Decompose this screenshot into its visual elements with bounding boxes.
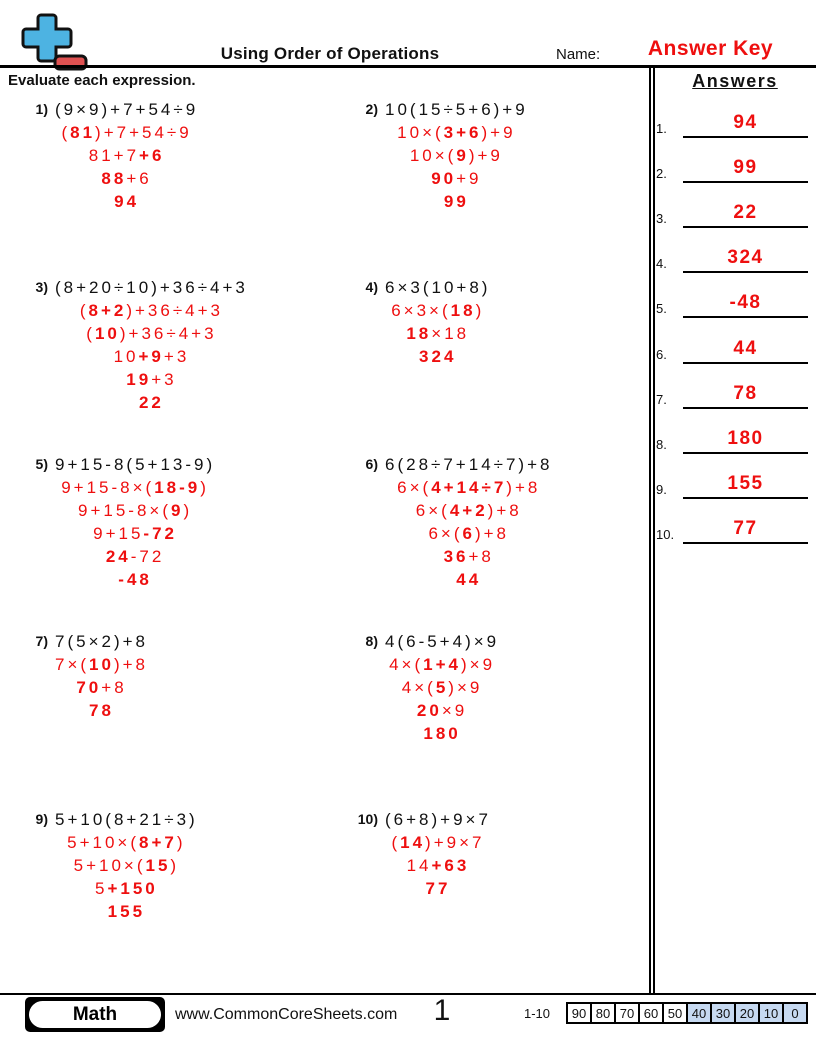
problem-expression: 6(28÷7+14÷7)+8	[385, 455, 553, 474]
solution-step: (8+2)+36÷4+3	[79, 301, 224, 320]
answer-value: 44	[683, 338, 808, 364]
solution-step: 81+7+6	[88, 146, 165, 165]
problem-expression: (8+20÷10)+36÷4+3	[55, 278, 248, 297]
problem	[14, 630, 148, 722]
solution-step: 10×(3+6)+9	[397, 123, 516, 142]
problem-number: 4)	[365, 279, 378, 295]
answer-key-text: Answer Key	[647, 37, 774, 60]
solution-step: 99	[443, 192, 469, 211]
solution-step: 77	[425, 879, 451, 898]
problem	[344, 630, 499, 745]
name-label: Name:	[556, 46, 601, 63]
subject-label: Math	[29, 1001, 161, 1028]
problem-work	[385, 453, 552, 591]
problem-expression: 7(5×2)+8	[55, 632, 148, 651]
solution-step: 44	[456, 570, 482, 589]
solution-step: 10+9+3	[113, 347, 190, 366]
score-cell: 60	[638, 1002, 664, 1024]
score-range-label: 1-10	[524, 1006, 551, 1021]
problem-work	[55, 808, 198, 923]
problem	[344, 276, 490, 368]
solution-step: 88+6	[101, 169, 152, 188]
score-table	[566, 1002, 808, 1024]
problem-expression: (6+8)+9×7	[385, 810, 491, 829]
answer-item	[656, 104, 810, 138]
answer-number: 7.	[656, 391, 667, 407]
solution-step: 6×3×(18)	[391, 301, 485, 320]
solution-step: 19+3	[126, 370, 177, 389]
solution-step: 22	[138, 393, 164, 412]
problem-number: 1)	[35, 101, 48, 117]
answer-item	[656, 420, 810, 454]
answer-value: 77	[683, 518, 808, 544]
solution-step: 155	[107, 902, 146, 921]
answer-value: 99	[683, 157, 808, 183]
problem-expression: (9×9)+7+54÷9	[55, 100, 199, 119]
problem-work	[55, 98, 198, 213]
solution-step: (10)+36÷4+3	[86, 324, 217, 343]
score-cell: 40	[686, 1002, 712, 1024]
answer-item	[656, 375, 810, 409]
solution-step: 7×(10)+8	[55, 655, 149, 674]
problem-number: 6)	[365, 456, 378, 472]
score-cell: 10	[758, 1002, 784, 1024]
solution-step: 36+8	[443, 547, 494, 566]
solution-step: 20×9	[416, 701, 468, 720]
solution-step: 180	[423, 724, 461, 743]
answer-item	[656, 239, 810, 273]
answer-item	[656, 330, 810, 364]
problem	[344, 808, 491, 900]
problem-expression: 9+15-8(5+13-9)	[55, 455, 216, 474]
answer-value: 155	[683, 473, 808, 499]
problem-number: 10)	[357, 811, 378, 827]
header-divider	[0, 65, 816, 68]
score-cell: 20	[734, 1002, 760, 1024]
solution-step: 70+8	[76, 678, 127, 697]
solution-step: 4×(1+4)×9	[389, 655, 496, 674]
solution-step: 14+63	[406, 856, 470, 875]
problem-work	[385, 808, 491, 900]
score-cell: 70	[614, 1002, 640, 1024]
solution-step: 9+15-72	[93, 524, 177, 543]
answer-number: 6.	[656, 346, 667, 362]
page-title: Using Order of Operations	[220, 44, 440, 63]
answer-item	[656, 465, 810, 499]
answer-number: 5.	[656, 301, 667, 317]
solution-step: 94	[114, 192, 140, 211]
problem	[344, 98, 528, 213]
solution-step: 6×(4+2)+8	[415, 501, 522, 520]
answer-item	[656, 194, 810, 228]
instruction-text: Evaluate each expression.	[8, 72, 196, 89]
score-cell: 0	[782, 1002, 808, 1024]
solution-step: 324	[419, 347, 457, 366]
problem	[14, 808, 198, 923]
answer-number: 3.	[656, 211, 667, 227]
problem-work	[55, 453, 215, 591]
answers-panel-title: Answers	[692, 71, 778, 91]
problem-work	[55, 630, 148, 722]
solution-step: 90+9	[431, 169, 482, 188]
page-number: 1	[433, 994, 451, 1027]
answer-value: 324	[683, 247, 808, 273]
answer-number: 9.	[656, 481, 667, 497]
problem-number: 9)	[35, 811, 48, 827]
problem-expression: 5+10(8+21÷3)	[55, 810, 198, 829]
solution-step: 9+15-8×(9)	[78, 501, 193, 520]
answer-value: 22	[683, 202, 808, 228]
problem	[14, 276, 248, 414]
problem-work	[385, 630, 499, 745]
problem-number: 8)	[365, 633, 378, 649]
answer-number: 8.	[656, 436, 667, 452]
solution-step: 9+15-8×(18-9)	[61, 478, 209, 497]
answer-item	[656, 149, 810, 183]
solution-step: 5+10×(8+7)	[67, 833, 186, 852]
answer-number: 2.	[656, 166, 667, 182]
solution-step: 24-72	[105, 547, 165, 566]
solution-step: 5+150	[94, 879, 158, 898]
solution-step: 5+10×(15)	[73, 856, 180, 875]
solution-step: 4×(5)×9	[401, 678, 483, 697]
score-cell: 50	[662, 1002, 688, 1024]
answer-number: 4.	[656, 256, 667, 272]
score-cell: 90	[566, 1002, 592, 1024]
website-text: www.CommonCoreSheets.com	[175, 1006, 398, 1023]
answers-panel-divider	[649, 68, 655, 993]
problem-expression: 10(15÷5+6)+9	[385, 100, 528, 119]
answer-item	[656, 510, 810, 544]
solution-step: 78	[89, 701, 114, 720]
answer-value: -48	[683, 292, 808, 318]
score-cell: 80	[590, 1002, 616, 1024]
problem-expression: 6×3(10+8)	[385, 278, 491, 297]
problem-expression: 4(6-5+4)×9	[385, 632, 500, 651]
problem-number: 3)	[35, 279, 48, 295]
solution-step: 6×(4+14÷7)+8	[397, 478, 541, 497]
answer-value: 78	[683, 383, 808, 409]
problem-number: 2)	[365, 101, 378, 117]
answer-value: 180	[683, 428, 808, 454]
score-cell: 30	[710, 1002, 736, 1024]
solution-step: (81)+7+54÷9	[61, 123, 192, 142]
problem-work	[385, 276, 490, 368]
answer-item	[656, 284, 810, 318]
problem	[344, 453, 552, 591]
subject-badge	[25, 997, 165, 1032]
problem-work	[385, 98, 528, 213]
problem	[14, 98, 198, 213]
solution-step: 6×(6)+8	[428, 524, 510, 543]
problem-number: 7)	[35, 633, 48, 649]
answer-number: 10.	[656, 526, 675, 542]
solution-step: 18×18	[406, 324, 470, 343]
solution-step: 10×(9)+9	[409, 146, 503, 165]
answer-number: 1.	[656, 121, 667, 136]
solution-step: -48	[118, 570, 152, 589]
solution-step: (14)+9×7	[391, 833, 485, 852]
problem-work	[55, 276, 248, 414]
problem-number: 5)	[35, 456, 48, 472]
problem	[14, 453, 215, 591]
answer-value: 94	[683, 112, 808, 138]
